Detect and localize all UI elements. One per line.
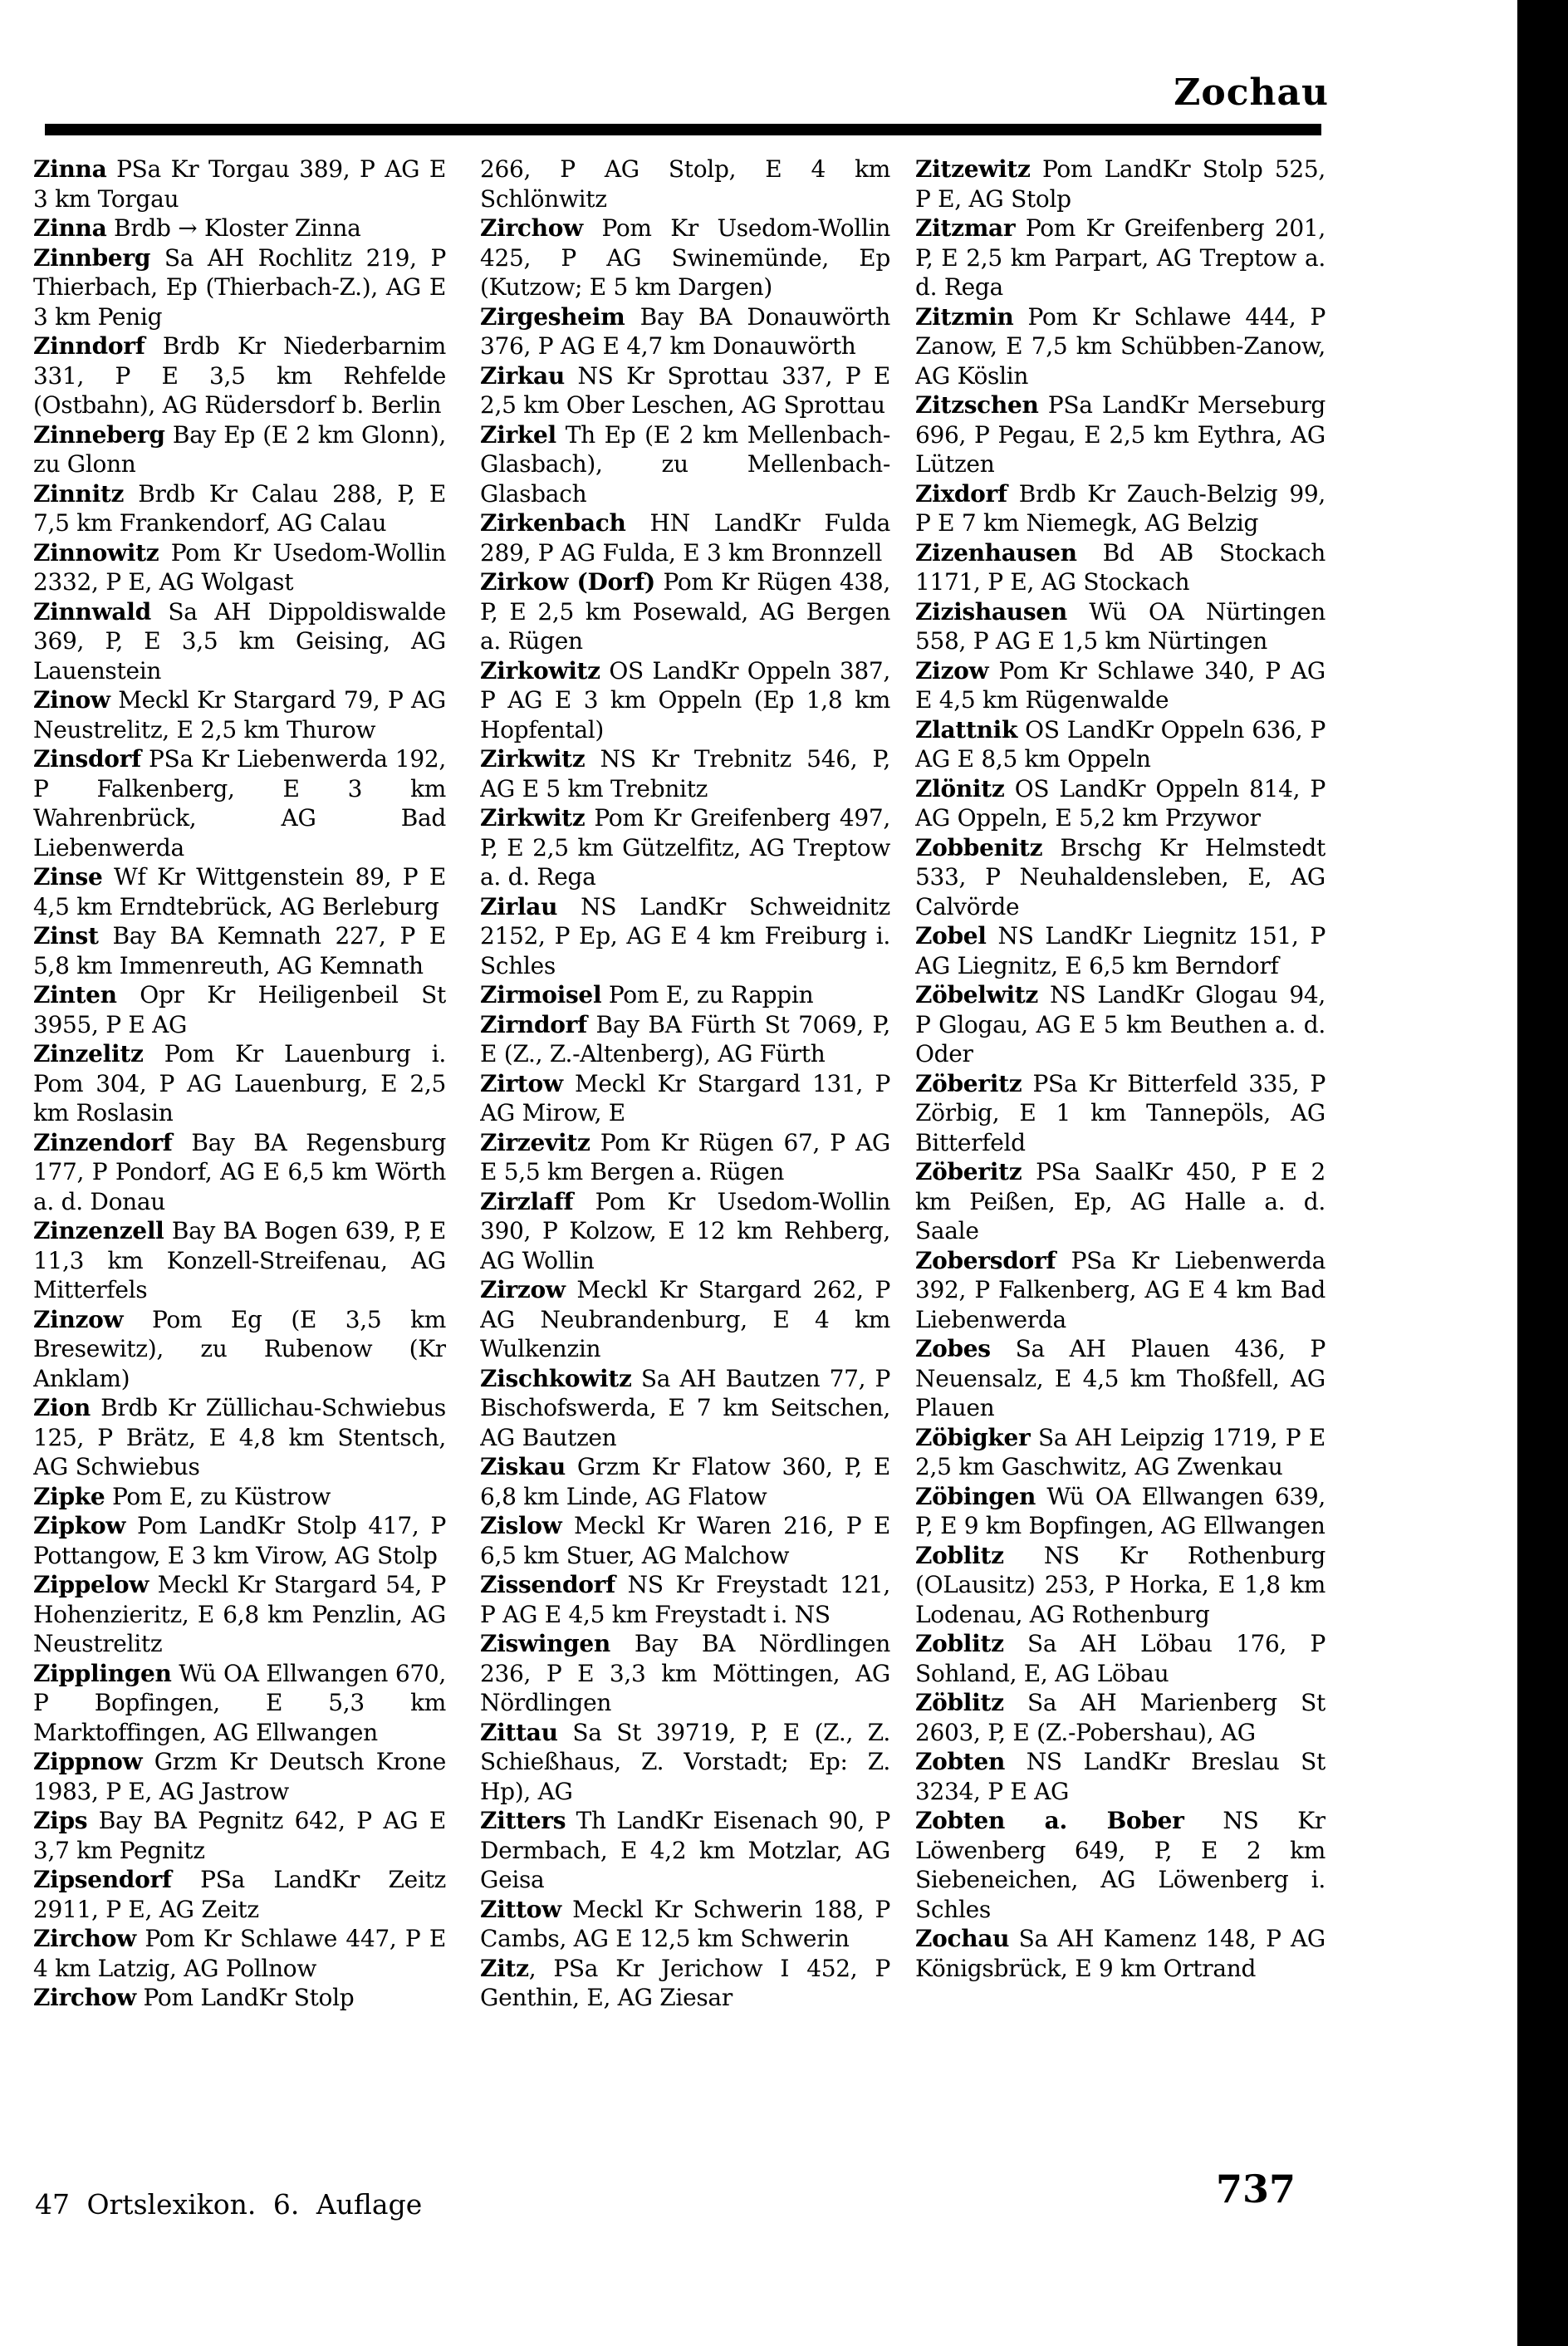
- entry-headword: Zipke: [33, 1482, 105, 1510]
- gazetteer-entry: Zittau Sa St 39719, P, E (Z., Z. Schießhaus, Z. Vorstadt; Ep: Z. Hp), AG: [480, 1718, 890, 1805]
- gazetteer-entry: Zlattnik OS LandKr Oppeln 636, P AG E 8,5 km Oppeln: [915, 715, 1325, 773]
- entry-headword: Zirlau: [480, 892, 558, 920]
- entry-headword: Zirkow (Dorf): [480, 568, 655, 596]
- gazetteer-entry: Zischkowitz Sa AH Bautzen 77, P Bischofswerda, E 7 km Seitschen, AG Bautzen: [480, 1364, 890, 1451]
- gazetteer-entry: Zinst Bay BA Kemnath 227, P E 5,8 km Immenreuth, AG Kemnath: [33, 922, 446, 979]
- entry-headword: Zippnow: [33, 1748, 143, 1775]
- gazetteer-entry: Zippelow Meckl Kr Stargard 54, P Hohenzieritz, E 6,8 km Penzlin, AG Neustrelitz: [33, 1571, 446, 1657]
- gazetteer-entry: Zizishausen Wü OA Nürtingen 558, P AG E 1,5 km Nürtingen: [915, 597, 1325, 655]
- entry-headword: Zitters: [480, 1807, 566, 1834]
- entry-headword: Zipsendorf: [33, 1866, 172, 1893]
- gazetteer-entry: Zittow Meckl Kr Schwerin 188, P Cambs, AG E 12,5 km Schwerin: [480, 1895, 890, 1952]
- gazetteer-entry: Zinneberg Bay Ep (E 2 km Glonn), zu Glonn: [33, 420, 446, 478]
- entry-headword: Zislow: [480, 1512, 562, 1539]
- entry-headword: Zischkowitz: [480, 1364, 632, 1392]
- entry-headword: Zobel: [915, 922, 987, 950]
- gazetteer-entry: Zoblitz NS Kr Rothenburg (OLausitz) 253, P Horka, E 1,8 km Lodenau, AG Rothenburg: [915, 1541, 1325, 1628]
- entry-headword: Zinzendorf: [33, 1128, 173, 1156]
- header-rule: [45, 124, 1321, 135]
- entry-headword: Zipplingen: [33, 1659, 172, 1687]
- gazetteer-entry: Zinse Wf Kr Wittgenstein 89, P E 4,5 km Erndtebrück, AG Berleburg: [33, 863, 446, 920]
- entry-headword: Zitz: [480, 1954, 529, 1982]
- entry-headword: Zirkenbach: [480, 509, 626, 537]
- entry-headword: Zirkel: [480, 420, 556, 449]
- entry-headword: Zinzelitz: [33, 1040, 144, 1067]
- entry-headword: Zinten: [33, 981, 117, 1009]
- gazetteer-entry: Zirchow Pom LandKr Stolp: [33, 1984, 355, 2011]
- gazetteer-entry: Zirmoisel Pom E, zu Rappin: [480, 981, 814, 1009]
- entry-headword: Zobten: [915, 1748, 1005, 1775]
- gazetteer-entry: Zipkow Pom LandKr Stolp 417, P Pottangow, E 3 km Virow, AG Stolp: [33, 1512, 446, 1569]
- gazetteer-entry: Zipke Pom E, zu Küstrow: [33, 1482, 331, 1510]
- entry-headword: Zoblitz: [915, 1630, 1004, 1657]
- entry-headword: Zochau: [915, 1925, 1010, 1952]
- gazetteer-entry: Zitz, PSa Kr Jerichow I 452, P Genthin, E, AG Ziesar: [480, 1954, 890, 2011]
- gazetteer-entry: Zirkow (Dorf) Pom Kr Rügen 438, P, E 2,5 km Posewald, AG Bergen a. Rügen: [480, 568, 890, 655]
- gazetteer-entry: Zirkel Th Ep (E 2 km Mellenbach-Glasbach), zu Mellenbach-Glasbach: [480, 420, 890, 508]
- gazetteer-entry: Zinow Meckl Kr Stargard 79, P AG Neustrelitz, E 2,5 km Thurow: [33, 686, 446, 744]
- gazetteer-entry: Zobten NS LandKr Breslau St 3234, P E AG: [915, 1748, 1325, 1805]
- gazetteer-entry: Zirzlaff Pom Kr Usedom-Wollin 390, P Kolzow, E 12 km Rehberg, AG Wollin: [480, 1187, 890, 1274]
- gazetteer-entry: Zirtow Meckl Kr Stargard 131, P AG Mirow, E: [480, 1069, 890, 1126]
- gazetteer-entry: Zips Bay BA Pegnitz 642, P AG E 3,7 km Pegnitz: [33, 1807, 446, 1864]
- gazetteer-entry: Zirkenbach HN LandKr Fulda 289, P AG Fulda, E 3 km Bronnzell: [480, 509, 890, 567]
- gazetteer-entry: Zirchow Pom Kr Usedom-Wollin 425, P AG Swinemünde, Ep (Kutzow; E 5 km Dargen): [480, 214, 890, 301]
- gazetteer-entry: Zinna PSa Kr Torgau 389, P AG E 3 km Torgau: [33, 155, 446, 213]
- text-column-1: [33, 155, 446, 2173]
- entry-headword: Zinneberg: [33, 420, 165, 449]
- entry-headword: Zizow: [915, 656, 989, 685]
- entry-headword: Zirchow: [33, 1984, 136, 2011]
- gazetteer-entry: Zipsendorf PSa LandKr Zeitz 2911, P E, AG Zeitz: [33, 1866, 446, 1923]
- entry-headword: Zittow: [480, 1895, 561, 1923]
- gazetteer-entry: Zippnow Grzm Kr Deutsch Krone 1983, P E, AG Jastrow: [33, 1748, 446, 1805]
- entry-headword: Zinzenzell: [33, 1217, 164, 1244]
- text-column-3: [915, 155, 1325, 2173]
- gazetteer-entry: Zobten a. Bober NS Kr Löwenberg 649, P, E 2 km Siebeneichen, AG Löwenberg i. Schles: [915, 1807, 1325, 1923]
- gazetteer-entry: Zirndorf Bay BA Fürth St 7069, P, E (Z., Z.-Altenberg), AG Fürth: [480, 1010, 890, 1067]
- gazetteer-entry: Zlönitz OS LandKr Oppeln 814, P AG Oppeln, E 5,2 km Przywor: [915, 774, 1325, 832]
- entry-headword: Zizishausen: [915, 597, 1067, 626]
- entry-headword: Zöblitz: [915, 1689, 1004, 1716]
- entry-headword: Zobersdorf: [915, 1246, 1056, 1274]
- entry-headword: Ziskau: [480, 1453, 566, 1480]
- entry-headword: Zirchow: [480, 214, 583, 242]
- gazetteer-entry: Zirkwitz NS Kr Trebnitz 546, P, AG E 5 km Trebnitz: [480, 745, 890, 802]
- entry-headword: Zittau: [480, 1718, 558, 1746]
- entry-headword: Zlattnik: [915, 715, 1018, 744]
- entry-headword: Zinnitz: [33, 479, 125, 508]
- entry-headword: Zipkow: [33, 1512, 126, 1539]
- entry-headword: Zips: [33, 1807, 88, 1834]
- gazetteer-entry: Zöbelwitz NS LandKr Glogau 94, P Glogau, AG E 5 km Beuthen a. d. Oder: [915, 981, 1325, 1067]
- text-column-2: [480, 155, 890, 2173]
- gazetteer-entry: Zobel NS LandKr Liegnitz 151, P AG Liegnitz, E 6,5 km Berndorf: [915, 922, 1325, 979]
- gazetteer-entry: Zobersdorf PSa Kr Liebenwerda 392, P Falkenberg, AG E 4 km Bad Liebenwerda: [915, 1246, 1325, 1333]
- entry-headword: Zirkwitz: [480, 745, 586, 773]
- entry-headword: Zizenhausen: [915, 538, 1077, 567]
- gazetteer-entry: Zinsdorf PSa Kr Liebenwerda 192, P Falkenberg, E 3 km Wahrenbrück, AG Bad Liebenwerda: [33, 745, 446, 861]
- gazetteer-entry: Zöbingen Wü OA Ellwangen 639, P, E 9 km Bopfingen, AG Ellwangen: [915, 1482, 1325, 1539]
- footer-edition-note: 47 Ortslexikon. 6. Auflage: [35, 2188, 423, 2221]
- gazetteer-entry: Zissendorf NS Kr Freystadt 121, P AG E 4,5 km Freystadt i. NS: [480, 1571, 890, 1628]
- entry-headword: Zitzmar: [915, 214, 1016, 242]
- entry-headword: Zinnowitz: [33, 538, 159, 567]
- gazetteer-entry: Zirchow Pom Kr Schlawe 447, P E 4 km Latzig, AG Pollnow: [33, 1925, 446, 1982]
- entry-headword: Zirmoisel: [480, 981, 602, 1009]
- entry-headword: Ziswingen: [480, 1630, 610, 1657]
- gazetteer-entry: Zöbigker Sa AH Leipzig 1719, P E 2,5 km Gaschwitz, AG Zwenkau: [915, 1423, 1325, 1480]
- entry-headword: Zoblitz: [915, 1541, 1004, 1569]
- entry-headword: Zirzlaff: [480, 1187, 574, 1215]
- gazetteer-entry: Zöblitz Sa AH Marienberg St 2603, P, E (Z.-Pobershau), AG: [915, 1689, 1325, 1746]
- gazetteer-entry: Zirkau NS Kr Sprottau 337, P E 2,5 km Ober Leschen, AG Sprottau: [480, 361, 890, 419]
- gazetteer-entry: Zöberitz PSa Kr Bitterfeld 335, P Zörbig, E 1 km Tannepöls, AG Bitterfeld: [915, 1069, 1325, 1156]
- entry-headword: Zobes: [915, 1335, 991, 1362]
- entry-headword: Zirtow: [480, 1069, 563, 1097]
- entry-headword: Zinnberg: [33, 243, 151, 272]
- entry-headword: Zinna: [33, 214, 107, 242]
- gazetteer-entry: Zirkowitz OS LandKr Oppeln 387, P AG E 3 km Oppeln (Ep 1,8 km Hopfental): [480, 656, 890, 744]
- gazetteer-entry: Zixdorf Brdb Kr Zauch-Belzig 99, P E 7 km Niemegk, AG Belzig: [915, 479, 1325, 537]
- entry-headword: Zinndorf: [33, 332, 145, 360]
- gazetteer-entry: Zitzmin Pom Kr Schlawe 444, P Zanow, E 7,5 km Schübben-Zanow, AG Köslin: [915, 302, 1325, 390]
- entry-headword: Zöbigker: [915, 1423, 1031, 1451]
- gazetteer-entry: Zinten Opr Kr Heiligenbeil St 3955, P E AG: [33, 981, 446, 1038]
- entry-headword: Zobbenitz: [915, 833, 1043, 861]
- gazetteer-entry: Zizow Pom Kr Schlawe 340, P AG E 4,5 km Rügenwalde: [915, 656, 1325, 714]
- gazetteer-entry: Zinzendorf Bay BA Regensburg 177, P Pondorf, AG E 6,5 km Wörth a. d. Donau: [33, 1128, 446, 1215]
- entry-headword: Zirndorf: [480, 1010, 587, 1038]
- gazetteer-entry: Zislow Meckl Kr Waren 216, P E 6,5 km Stuer, AG Malchow: [480, 1512, 890, 1569]
- entry-headword: Zirzow: [480, 1276, 566, 1303]
- gazetteer-entry: Zipplingen Wü OA Ellwangen 670, P Bopfingen, E 5,3 km Marktoffingen, AG Ellwangen: [33, 1659, 446, 1746]
- gazetteer-entry: Zitters Th LandKr Eisenach 90, P Dermbach, E 4,2 km Motzlar, AG Geisa: [480, 1807, 890, 1893]
- entry-headword: Zobten a. Bober: [915, 1807, 1184, 1834]
- gazetteer-entry: Zinzenzell Bay BA Bogen 639, P, E 11,3 km Konzell-Streifenau, AG Mitterfels: [33, 1217, 446, 1303]
- gazetteer-entry: Ziswingen Bay BA Nördlingen 236, P E 3,3 km Möttingen, AG Nördlingen: [480, 1630, 890, 1716]
- entry-headword: Zinst: [33, 922, 99, 950]
- gazetteer-entry: Ziskau Grzm Kr Flatow 360, P, E 6,8 km Linde, AG Flatow: [480, 1453, 890, 1510]
- gazetteer-entry: Zinna Brdb → Kloster Zinna: [33, 214, 361, 242]
- gazetteer-entry: Zion Brdb Kr Züllichau-Schwiebus 125, P Brätz, E 4,8 km Stentsch, AG Schwiebus: [33, 1394, 446, 1480]
- entry-headword: Zitzmin: [915, 302, 1014, 331]
- gazetteer-entry: Zinnwald Sa AH Dippoldiswalde 369, P, E 3,5 km Geising, AG Lauenstein: [33, 597, 446, 685]
- gazetteer-entry: Zoblitz Sa AH Löbau 176, P Sohland, E, AG Löbau: [915, 1630, 1325, 1687]
- running-header: Zochau: [1174, 71, 1329, 114]
- entry-headword: Zirkowitz: [480, 656, 600, 685]
- gazetteer-entry: Zobes Sa AH Plauen 436, P Neuensalz, E 4,5 km Thoßfell, AG Plauen: [915, 1335, 1325, 1421]
- entry-headword: Zöbingen: [915, 1482, 1036, 1510]
- entry-headword: Zippelow: [33, 1571, 149, 1598]
- gazetteer-entry: Zinnowitz Pom Kr Usedom-Wollin 2332, P E, AG Wolgast: [33, 538, 446, 596]
- entry-headword: Zirzevitz: [480, 1128, 590, 1156]
- entry-headword: Zirchow: [33, 1925, 136, 1952]
- gazetteer-entry: Zobbenitz Brschg Kr Helmstedt 533, P Neuhaldensleben, E, AG Calvörde: [915, 833, 1325, 920]
- gazetteer-entry: Zöberitz PSa SaalKr 450, P E 2 km Peißen, Ep, AG Halle a. d. Saale: [915, 1158, 1325, 1244]
- gazetteer-entry: Zirzevitz Pom Kr Rügen 67, P AG E 5,5 km Bergen a. Rügen: [480, 1128, 890, 1185]
- entry-headword: Zöberitz: [915, 1158, 1022, 1185]
- entry-headword: Zirkwitz: [480, 804, 586, 832]
- entry-headword: Zinow: [33, 686, 110, 714]
- gazetteer-entry: Zitzewitz Pom LandKr Stolp 525, P E, AG Stolp: [915, 155, 1325, 213]
- gazetteer-entry: Zirlau NS LandKr Schweidnitz 2152, P Ep, AG E 4 km Freiburg i. Schles: [480, 892, 890, 979]
- scan-edge-artifact: [1517, 0, 1568, 2346]
- gazetteer-entry: Zirzow Meckl Kr Stargard 262, P AG Neubrandenburg, E 4 km Wulkenzin: [480, 1276, 890, 1362]
- gazetteer-entry: Zitzschen PSa LandKr Merseburg 696, P Pegau, E 2,5 km Eythra, AG Lützen: [915, 391, 1325, 478]
- page-number: 737: [1215, 2167, 1296, 2211]
- entry-headword: Zöberitz: [915, 1069, 1022, 1097]
- entry-headword: Zirgesheim: [480, 302, 625, 331]
- gazetteer-entry: Zinnberg Sa AH Rochlitz 219, P Thierbach, Ep (Thierbach-Z.), AG E 3 km Penig: [33, 243, 446, 331]
- gazetteer-entry: Zinzow Pom Eg (E 3,5 km Bresewitz), zu Rubenow (Kr Anklam): [33, 1305, 446, 1392]
- gazetteer-entry: Zinnitz Brdb Kr Calau 288, P, E 7,5 km Frankendorf, AG Calau: [33, 479, 446, 537]
- gazetteer-entry: Zizenhausen Bd AB Stockach 1171, P E, AG Stockach: [915, 538, 1325, 596]
- entry-headword: Zöbelwitz: [915, 981, 1039, 1009]
- entry-headword: Zinse: [33, 863, 103, 891]
- gazetteer-entry: Zitzmar Pom Kr Greifenberg 201, P, E 2,5 km Parpart, AG Treptow a. d. Rega: [915, 214, 1325, 301]
- entry-headword: Zissendorf: [480, 1571, 615, 1598]
- gazetteer-entry: Zirkwitz Pom Kr Greifenberg 497, P, E 2,5 km Gützelfitz, AG Treptow a. d. Rega: [480, 804, 890, 891]
- gazetteer-entry: 266, P AG Stolp, E 4 km Schlönwitz: [480, 155, 890, 213]
- entry-headword: Zinnwald: [33, 597, 151, 626]
- entry-headword: Zitzschen: [915, 391, 1039, 419]
- entry-headword: Zion: [33, 1394, 91, 1421]
- gazetteer-entry: Zirgesheim Bay BA Donauwörth 376, P AG E 4,7 km Donauwörth: [480, 302, 890, 360]
- gazetteer-entry: Zinndorf Brdb Kr Niederbarnim 331, P E 3,5 km Rehfelde (Ostbahn), AG Rüdersdorf b. Berlin: [33, 332, 446, 419]
- entry-headword: Zinsdorf: [33, 745, 141, 773]
- gazetteer-entry: Zinzelitz Pom Kr Lauenburg i. Pom 304, P AG Lauenburg, E 2,5 km Roslasin: [33, 1040, 446, 1126]
- entry-headword: Zinzow: [33, 1305, 124, 1333]
- entry-headword: Zinna: [33, 155, 107, 183]
- entry-headword: Zitzewitz: [915, 155, 1031, 183]
- entry-headword: Zlönitz: [915, 774, 1005, 802]
- entry-headword: Zirkau: [480, 361, 565, 390]
- gazetteer-entry: Zochau Sa AH Kamenz 148, P AG Königsbrück, E 9 km Ortrand: [915, 1925, 1325, 1982]
- entry-headword: Zixdorf: [915, 479, 1007, 508]
